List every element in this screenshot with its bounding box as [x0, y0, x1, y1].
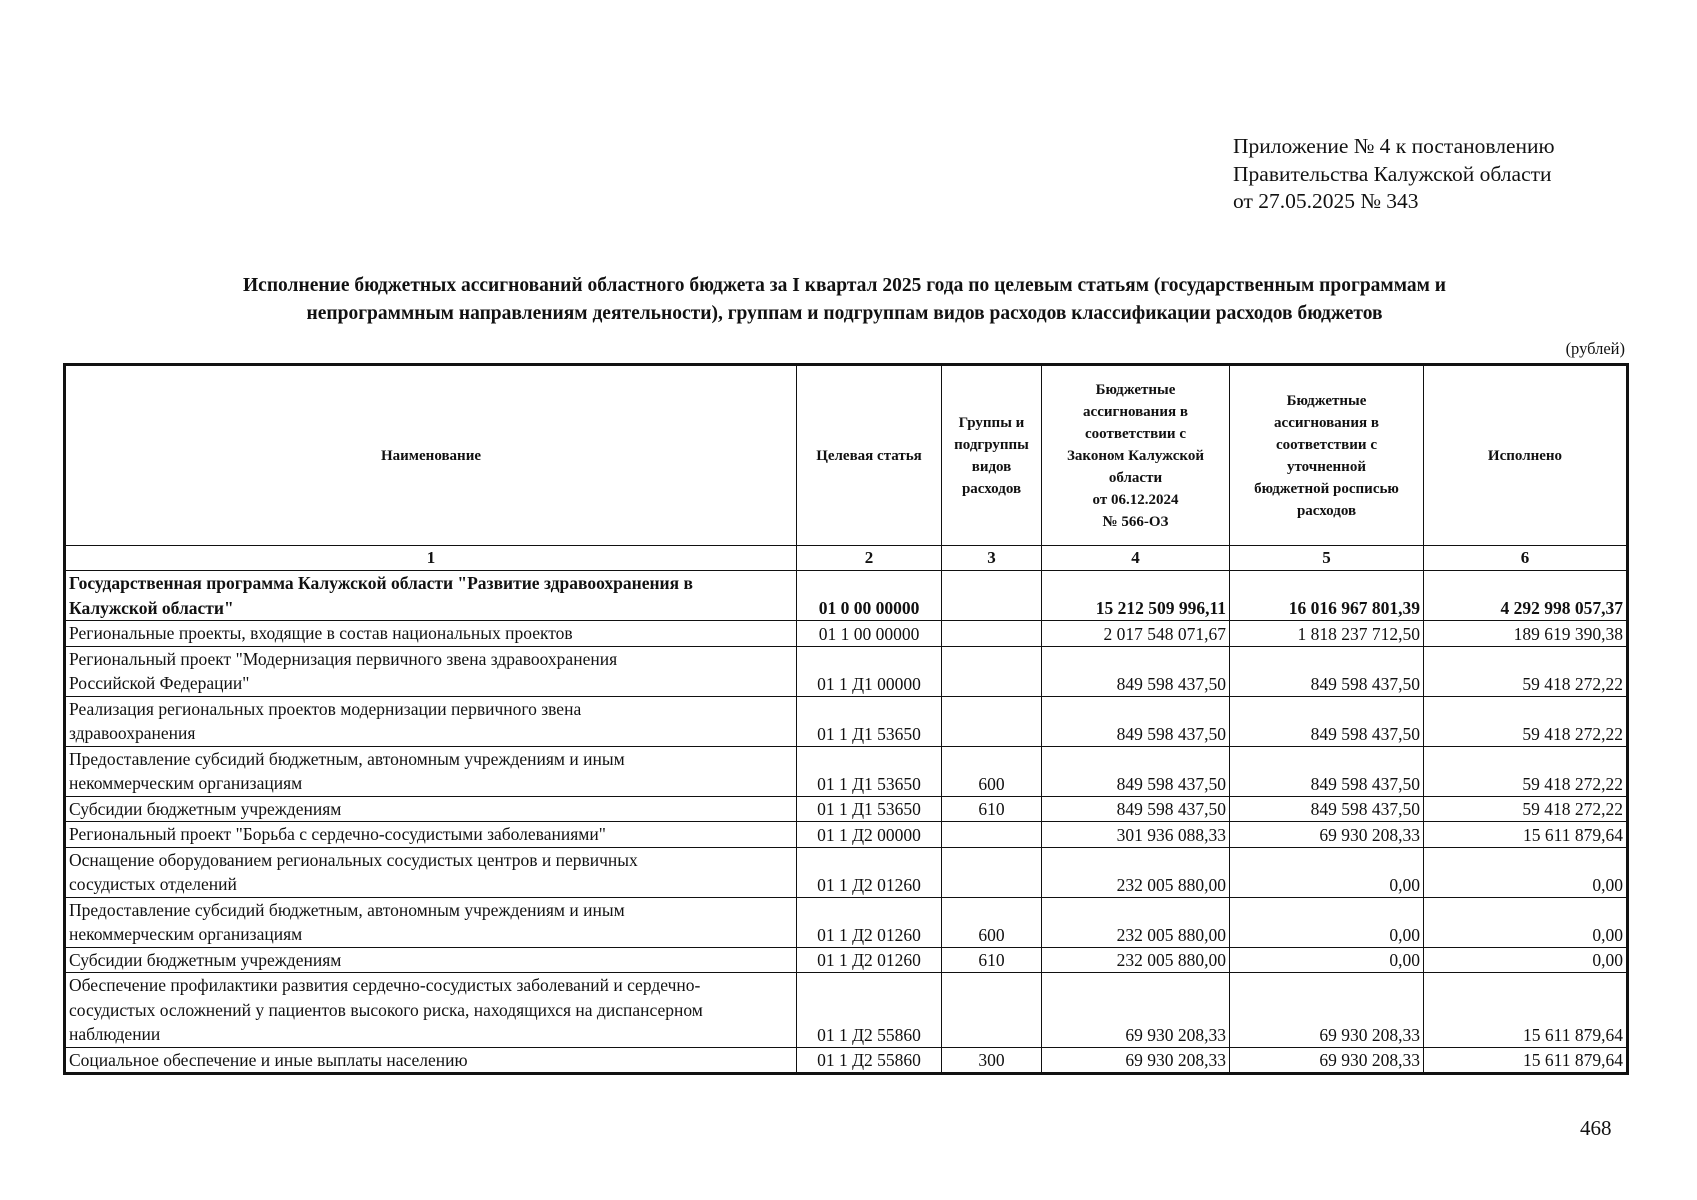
- row-name: [65, 646, 797, 696]
- header-line: соответствии с: [1085, 425, 1186, 442]
- table-row: [65, 646, 1628, 696]
- table-row: [65, 947, 1628, 973]
- row-refined-amount: 849 598 437,50: [1230, 646, 1424, 696]
- column-number: 4: [1042, 546, 1230, 571]
- units-label: (рублей): [1565, 339, 1625, 358]
- table-row: [65, 973, 1628, 1048]
- row-executed-amount: 15 611 879,64: [1424, 973, 1628, 1048]
- row-executed-amount: 15 611 879,64: [1424, 822, 1628, 848]
- row-name: [65, 696, 797, 746]
- row-refined-amount: 69 930 208,33: [1230, 822, 1424, 848]
- row-name-line: здравоохранения: [69, 723, 196, 743]
- header-law-allocations: [1042, 365, 1230, 546]
- row-expense-group: [942, 696, 1042, 746]
- row-name-line: Региональные проекты, входящие в состав национальных проектов: [69, 623, 573, 643]
- row-expense-group: [942, 646, 1042, 696]
- row-law-amount: 232 005 880,00: [1042, 947, 1230, 973]
- row-target-code: 01 1 Д2 00000: [797, 822, 942, 848]
- appendix-line-2: Правительства Калужской области: [1233, 161, 1552, 186]
- row-refined-amount: 849 598 437,50: [1230, 796, 1424, 822]
- row-target-code: 01 1 Д2 01260: [797, 847, 942, 897]
- row-name-line: Оснащение оборудованием региональных сосудистых центров и первичных: [69, 849, 638, 870]
- header-line: Бюджетные: [1286, 392, 1367, 409]
- row-executed-amount: 0,00: [1424, 897, 1628, 947]
- row-executed-amount: 59 418 272,22: [1424, 646, 1628, 696]
- header-line: Группы и: [958, 414, 1025, 431]
- table-row: [65, 1047, 1628, 1074]
- row-executed-amount: 0,00: [1424, 847, 1628, 897]
- budget-table: [63, 363, 1629, 1075]
- row-law-amount: 301 936 088,33: [1042, 822, 1230, 848]
- row-law-amount: 849 598 437,50: [1042, 746, 1230, 796]
- header-line: Законом Калужской: [1066, 447, 1205, 464]
- row-expense-group: 300: [942, 1047, 1042, 1074]
- row-target-code: 01 1 Д2 01260: [797, 947, 942, 973]
- column-number: 3: [942, 546, 1042, 571]
- row-name-line: Региональный проект "Борьба с сердечно-сосудистыми заболеваниями": [69, 824, 606, 844]
- row-name-line: Российской Федерации": [69, 673, 250, 693]
- header-line: от 06.12.2024: [1092, 491, 1179, 508]
- row-refined-amount: 1 818 237 712,50: [1230, 621, 1424, 647]
- header-line: бюджетной росписью: [1254, 480, 1399, 497]
- table-body: [65, 571, 1628, 1074]
- header-line: № 566-ОЗ: [1102, 513, 1169, 530]
- row-name: [65, 1047, 797, 1074]
- column-number: 6: [1424, 546, 1628, 571]
- row-refined-amount: 849 598 437,50: [1230, 746, 1424, 796]
- row-refined-amount: 0,00: [1230, 947, 1424, 973]
- row-target-code: 01 1 Д1 53650: [797, 796, 942, 822]
- row-name-line: Калужской области": [69, 597, 234, 618]
- row-expense-group: [942, 571, 1042, 621]
- table-row: [65, 746, 1628, 796]
- row-expense-group: [942, 973, 1042, 1048]
- header-line: расходов: [1296, 502, 1357, 519]
- table-row: [65, 847, 1628, 897]
- row-name-line: сосудистых осложнений у пациентов высокого риска, находящихся на диспансерном: [69, 999, 703, 1020]
- header-line: Бюджетные: [1095, 381, 1176, 398]
- row-expense-group: [942, 822, 1042, 848]
- row-expense-group: [942, 847, 1042, 897]
- row-name-line: Социальное обеспечение и иные выплаты населению: [69, 1049, 468, 1070]
- header-line: ассигнования в: [1274, 414, 1379, 431]
- appendix-line-1: Приложение № 4 к постановлению: [1233, 134, 1555, 158]
- row-refined-amount: 849 598 437,50: [1230, 696, 1424, 746]
- row-refined-amount: 69 930 208,33: [1230, 973, 1424, 1048]
- row-law-amount: 69 930 208,33: [1042, 1047, 1230, 1074]
- row-target-code: 01 0 00 00000: [797, 571, 942, 621]
- header-line: соответствии с: [1276, 436, 1377, 453]
- row-name: [65, 847, 797, 897]
- row-target-code: 01 1 Д1 53650: [797, 746, 942, 796]
- header-group: [942, 365, 1042, 546]
- row-name: [65, 621, 797, 647]
- row-law-amount: 849 598 437,50: [1042, 696, 1230, 746]
- row-name-line: Региональный проект "Модернизация первичного звена здравоохранения: [69, 648, 618, 669]
- table-header-row: [65, 365, 1628, 546]
- row-name: [65, 897, 797, 947]
- row-name: [65, 746, 797, 796]
- table-row: [65, 571, 1628, 621]
- row-refined-amount: 0,00: [1230, 847, 1424, 897]
- row-name-line: Субсидии бюджетным учреждениям: [69, 798, 342, 819]
- row-refined-amount: 69 930 208,33: [1230, 1047, 1424, 1074]
- row-name-line: сосудистых отделений: [69, 874, 237, 894]
- row-refined-amount: 0,00: [1230, 897, 1424, 947]
- header-line: видов: [971, 458, 1012, 475]
- row-expense-group: 600: [942, 746, 1042, 796]
- row-expense-group: 610: [942, 947, 1042, 973]
- row-target-code: 01 1 00 00000: [797, 621, 942, 647]
- appendix-block: [1233, 133, 1555, 216]
- row-name: [65, 822, 797, 848]
- table-row: [65, 796, 1628, 822]
- header-name: [65, 365, 797, 546]
- row-executed-amount: 4 292 998 057,37: [1424, 571, 1628, 621]
- row-refined-amount: 16 016 967 801,39: [1230, 571, 1424, 621]
- row-law-amount: 849 598 437,50: [1042, 796, 1230, 822]
- header-line: расходов: [961, 480, 1022, 497]
- row-law-amount: 849 598 437,50: [1042, 646, 1230, 696]
- page-number: 468: [1580, 1116, 1612, 1140]
- column-number: 2: [797, 546, 942, 571]
- row-name: [65, 947, 797, 973]
- table-row: [65, 822, 1628, 848]
- row-name-line: Обеспечение профилактики развития сердечно-сосудистых заболеваний и сердечно-: [69, 975, 701, 995]
- row-executed-amount: 189 619 390,38: [1424, 621, 1628, 647]
- column-number: 5: [1230, 546, 1424, 571]
- row-name: [65, 571, 797, 621]
- table-row: [65, 621, 1628, 647]
- row-expense-group: [942, 621, 1042, 647]
- row-name-line: некоммерческим организациям: [69, 924, 303, 944]
- table-row: [65, 696, 1628, 746]
- header-code: [797, 365, 942, 546]
- title-line-2: непрограммным направлениям деятельности), группам и подгруппам видов расходов классификации расходов бюджетов: [306, 303, 1383, 324]
- row-target-code: 01 1 Д1 53650: [797, 696, 942, 746]
- header-line: ассигнования в: [1083, 403, 1188, 420]
- document-title: [63, 272, 1626, 328]
- header-line: области: [1108, 469, 1163, 486]
- row-executed-amount: 59 418 272,22: [1424, 796, 1628, 822]
- row-target-code: 01 1 Д2 55860: [797, 973, 942, 1048]
- row-executed-amount: 59 418 272,22: [1424, 746, 1628, 796]
- header-line: уточненной: [1287, 458, 1366, 475]
- row-executed-amount: 15 611 879,64: [1424, 1047, 1628, 1074]
- row-name-line: Реализация региональных проектов модернизации первичного звена: [69, 698, 582, 719]
- appendix-line-3: от 27.05.2025 № 343: [1233, 189, 1419, 213]
- row-executed-amount: 59 418 272,22: [1424, 696, 1628, 746]
- title-line-1: Исполнение бюджетных ассигнований областного бюджета за I квартал 2025 года по целевым статьям (государственным программам и: [243, 275, 1446, 296]
- row-law-amount: 2 017 548 071,67: [1042, 621, 1230, 647]
- row-target-code: 01 1 Д2 01260: [797, 897, 942, 947]
- row-name-line: Предоставление субсидий бюджетным, автономным учреждениям и иным: [69, 899, 625, 920]
- table-row: [65, 897, 1628, 947]
- row-name: [65, 796, 797, 822]
- row-name-line: Государственная программа Калужской области "Развитие здравоохранения в: [69, 573, 693, 593]
- header-line: подгруппы: [954, 436, 1029, 453]
- header-line: Целевая статья: [816, 447, 922, 464]
- row-target-code: 01 1 Д1 00000: [797, 646, 942, 696]
- row-executed-amount: 0,00: [1424, 947, 1628, 973]
- row-expense-group: 610: [942, 796, 1042, 822]
- row-name-line: Субсидии бюджетным учреждениям: [69, 949, 342, 970]
- header-refined-allocations: [1230, 365, 1424, 546]
- row-law-amount: 232 005 880,00: [1042, 897, 1230, 947]
- header-line: Исполнено: [1487, 447, 1563, 464]
- column-number-row: [65, 546, 1628, 571]
- row-name-line: наблюдении: [69, 1024, 161, 1044]
- row-expense-group: 600: [942, 897, 1042, 947]
- row-name-line: некоммерческим организациям: [69, 773, 303, 793]
- row-name-line: Предоставление субсидий бюджетным, автономным учреждениям и иным: [69, 748, 625, 769]
- row-law-amount: 69 930 208,33: [1042, 973, 1230, 1048]
- row-law-amount: 15 212 509 996,11: [1042, 571, 1230, 621]
- header-line: Наименование: [381, 447, 481, 464]
- row-law-amount: 232 005 880,00: [1042, 847, 1230, 897]
- header-executed: [1424, 365, 1628, 546]
- row-target-code: 01 1 Д2 55860: [797, 1047, 942, 1074]
- row-name: [65, 973, 797, 1048]
- column-number: 1: [65, 546, 797, 571]
